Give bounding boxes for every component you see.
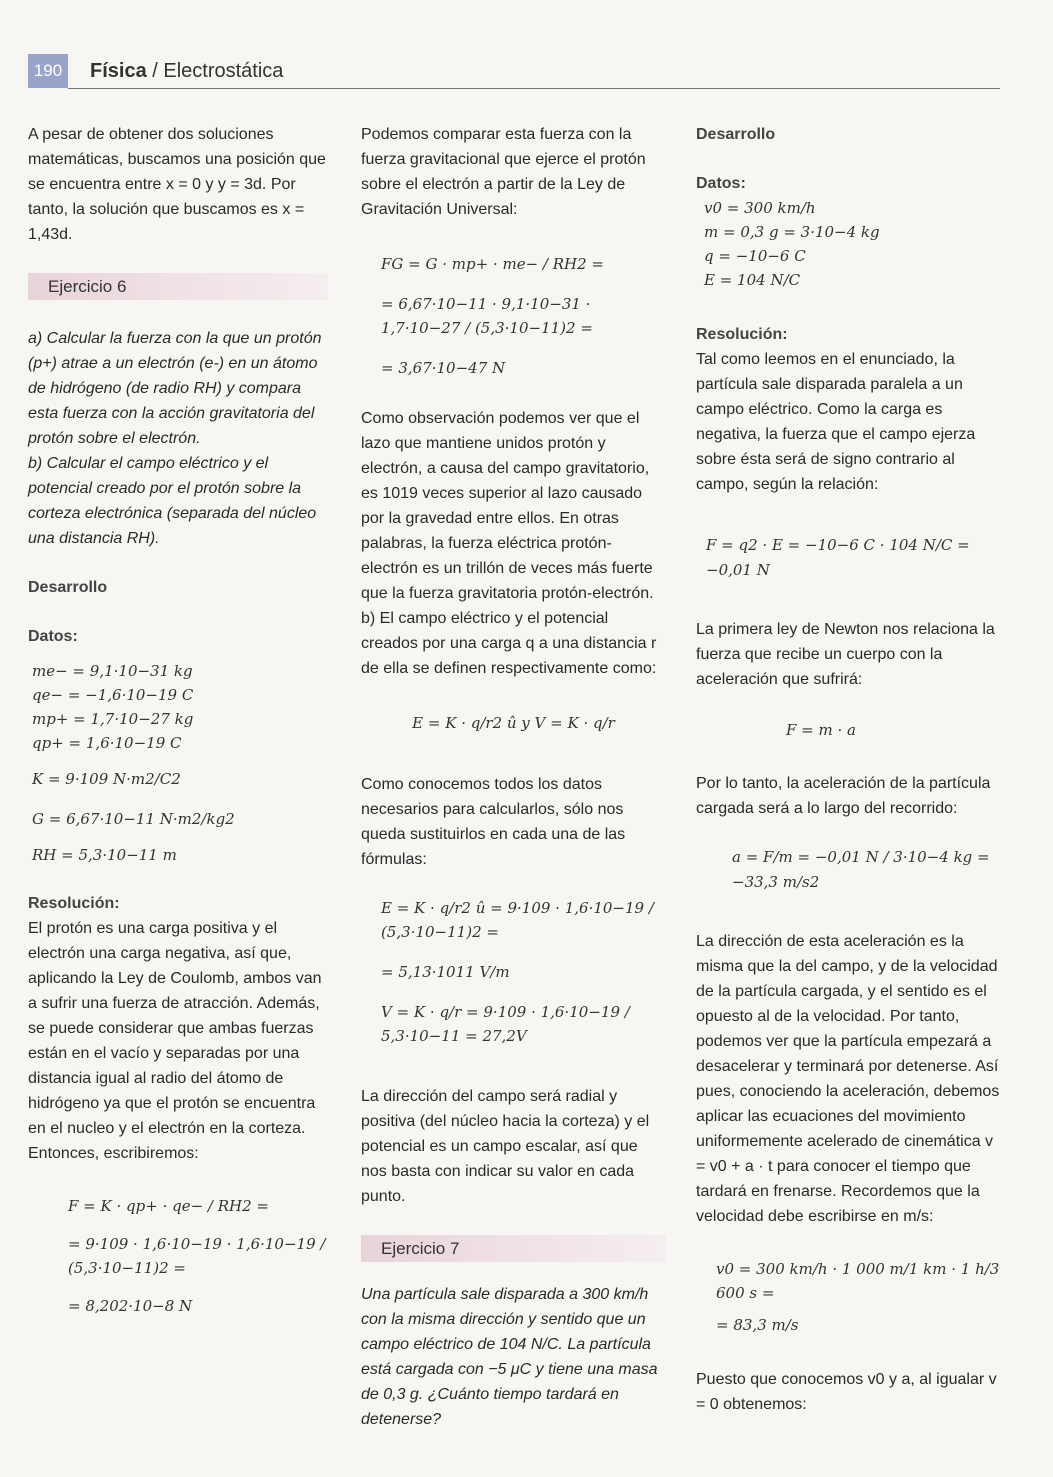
header-rule bbox=[68, 88, 1000, 89]
acceleration-paragraph: Por lo tanto, la aceleración de la partícula cargada será a lo largo del recorrido: bbox=[696, 775, 991, 817]
equation-line: E = K · q/r2 û = 9·109 · 1,6·10−19 / (5,3·10−11)2 = bbox=[381, 899, 654, 941]
page-number: 190 bbox=[28, 54, 68, 88]
newton-equation: F = m · a bbox=[786, 721, 856, 739]
equation-line: v0 = 300 km/h · 1 000 m/1 km · 1 h/3 600 s = bbox=[716, 1260, 1000, 1302]
data-line: qp+ = 1,6·10−19 C bbox=[32, 734, 182, 752]
datos-heading: Datos: bbox=[696, 175, 746, 192]
column-1 bbox=[28, 122, 328, 1318]
data-line: RH = 5,3·10−11 m bbox=[32, 846, 177, 864]
resolucion-paragraph: Tal como leemos en el enunciado, la partícula sale disparada paralela a un campo eléctrico. Como la carga es negativa, la fuerza que el campo ejerza sobre ésta será de signo contrario al campo, según la relación: bbox=[696, 351, 976, 493]
coulomb-equation bbox=[28, 1194, 328, 1318]
potential-equation: V = K · q/r = 9·109 · 1,6·10−19 / 5,3·10−11 = 27,2V bbox=[381, 1003, 630, 1045]
kinematics-paragraph: La dirección de esta aceleración es la misma que la del campo, y de la velocidad de la partícula cargada, y el sentido es el opuesto al de la velocidad. Por tanto, podemos ver que la partícula empezará a desacelerar y terminará por detenerse. Así pues, conociendo la aceleración, debemos aplicar las ecuaciones del movimiento uniformemente acelerado de cinemática v = v0 + a · t para conocer el tiempo que tardará en frenarse. Recordemos que la velocidad debe escribirse en m/s: bbox=[696, 933, 1000, 1225]
equation-line: = 5,13·1011 V/m bbox=[381, 963, 510, 981]
field-definition-equation: E = K · q/r2 û y V = K · q/r bbox=[412, 714, 615, 732]
exercise-6-part-b: b) Calcular el campo eléctrico y el potencial creado por el protón sobre la corteza electrónica (separada del núcleo una distancia RH). bbox=[28, 455, 317, 547]
exercise-7-statement: Una partícula sale disparada a 300 km/h con la misma dirección y sentido que un campo eléctrico de 104 N/C. La partícula está cargada con −5 μC y tiene una masa de 0,3 g. ¿Cuánto tiempo tardará en detenerse? bbox=[361, 1286, 658, 1428]
direction-paragraph: La dirección del campo será radial y positiva (del núcleo hacia la corteza) y el potencial es un campo escalar, así que nos basta con indicar su valor en cada punto. bbox=[361, 1088, 650, 1205]
resolucion-paragraph: El protón es una carga positiva y el electrón una carga negativa, así que, aplicando la Ley de Coulomb, ambos van a sufrir una fuerza de atracción. Además, se puede considerar que ambas fuerzas están en el vacío y separadas por una distancia igual al radio del átomo de hidrógeno ya que el protón se encuentra en el nucleo y el electrón en la corteza. Entonces, escribiremos: bbox=[28, 920, 322, 1162]
desarrollo-heading: Desarrollo bbox=[28, 579, 108, 596]
data-line: G = 6,67·10−11 N·m2/kg2 bbox=[32, 810, 235, 828]
equation-line: = 9·109 · 1,6·10−19 · 1,6·10−19 / (5,3·10−11)2 = bbox=[68, 1235, 326, 1277]
datos-heading: Datos: bbox=[28, 628, 78, 645]
equation-line: = 83,3 m/s bbox=[716, 1316, 799, 1334]
newton-paragraph: La primera ley de Newton nos relaciona la fuerza que recibe un cuerpo con la aceleración que sufrirá: bbox=[696, 621, 995, 688]
resolucion-heading: Resolución: bbox=[696, 326, 788, 343]
data-line: mp+ = 1,7·10−27 kg bbox=[32, 710, 194, 728]
intro-paragraph: A pesar de obtener dos soluciones matemáticas, buscamos una posición que se encuentra entre x = 0 y y = 3d. Por tanto, la solución que buscamos es x = 1,43d. bbox=[28, 126, 326, 243]
data-list bbox=[696, 196, 1006, 292]
column-2 bbox=[361, 122, 666, 1432]
field-equation bbox=[361, 896, 666, 1048]
data-line: K = 9·109 N·m2/C2 bbox=[32, 770, 181, 788]
data-line: q = −10−6 C bbox=[704, 247, 806, 265]
column-3 bbox=[696, 122, 1006, 1417]
observation-paragraph: Como observación podemos ver que el lazo que mantiene unidos protón y electrón, a causa del campo gravitatorio, es 1019 veces superior al lazo causado por la gravedad entre ellos. En otras palabras, la fuerza eléctrica protón-electrón es un trillón de veces más fuerte que la fuerza gravitatoria protón-electrón. bbox=[361, 410, 654, 602]
equation-line: FG = G · mp+ · me− / RH2 = bbox=[381, 255, 604, 273]
data-line: me− = 9,1·10−31 kg bbox=[32, 662, 193, 680]
final-paragraph: Puesto que conocemos v0 y a, al igualar v = 0 obtenemos: bbox=[696, 1371, 997, 1413]
equation-line: = 6,67·10−11 · 9,1·10−31 · 1,7·10−27 / (5,3·10−11)2 = bbox=[381, 295, 593, 337]
resolucion-heading: Resolución: bbox=[28, 895, 120, 912]
data-line: E = 104 N/C bbox=[704, 271, 801, 289]
acceleration-equation: a = F/m = −0,01 N / 3·10−4 kg = −33,3 m/s2 bbox=[732, 848, 990, 891]
header-subject: Física bbox=[90, 60, 147, 82]
force-equation: F = q2 · E = −10−6 C · 104 N/C = −0,01 N bbox=[706, 536, 970, 579]
exercise-6-title: Ejercicio 6 bbox=[28, 273, 328, 300]
equation-line: = 3,67·10−47 N bbox=[381, 359, 506, 377]
data-list bbox=[28, 659, 328, 867]
gravity-intro-paragraph: Podemos comparar esta fuerza con la fuerza gravitacional que ejerce el protón sobre el electrón a partir de la Ley de Gravitación Universal: bbox=[361, 126, 646, 218]
part-b-paragraph: b) El campo eléctrico y el potencial creados por una carga q a una distancia r de ella se definen respectivamente como: bbox=[361, 610, 657, 677]
equation-line: = 8,202·10−8 N bbox=[68, 1297, 193, 1315]
velocity-conversion-equation bbox=[696, 1257, 1006, 1337]
header-chapter: Electrostática bbox=[163, 60, 284, 82]
desarrollo-heading: Desarrollo bbox=[696, 126, 776, 143]
data-line: m = 0,3 g = 3·10−4 kg bbox=[704, 223, 880, 241]
exercise-7-title: Ejercicio 7 bbox=[361, 1235, 666, 1262]
data-line: v0 = 300 km/h bbox=[704, 199, 816, 217]
exercise-6-part-a: a) Calcular la fuerza con la que un protón (p+) atrae a un electrón (e-) en un átomo de hidrógeno (de radio RH) y compara esta fuerza con la acción gravitatoria del protón sobre el electrón. bbox=[28, 330, 322, 447]
substitution-paragraph: Como conocemos todos los datos necesarios para calcularlos, sólo nos queda sustituirlos en cada una de las fórmulas: bbox=[361, 776, 626, 868]
data-line: qe− = −1,6·10−19 C bbox=[32, 686, 194, 704]
gravity-equation bbox=[361, 252, 666, 380]
page-header-title bbox=[90, 60, 283, 83]
equation-line: F = K · qp+ · qe− / RH2 = bbox=[68, 1197, 269, 1215]
header-separator: / bbox=[146, 60, 164, 82]
